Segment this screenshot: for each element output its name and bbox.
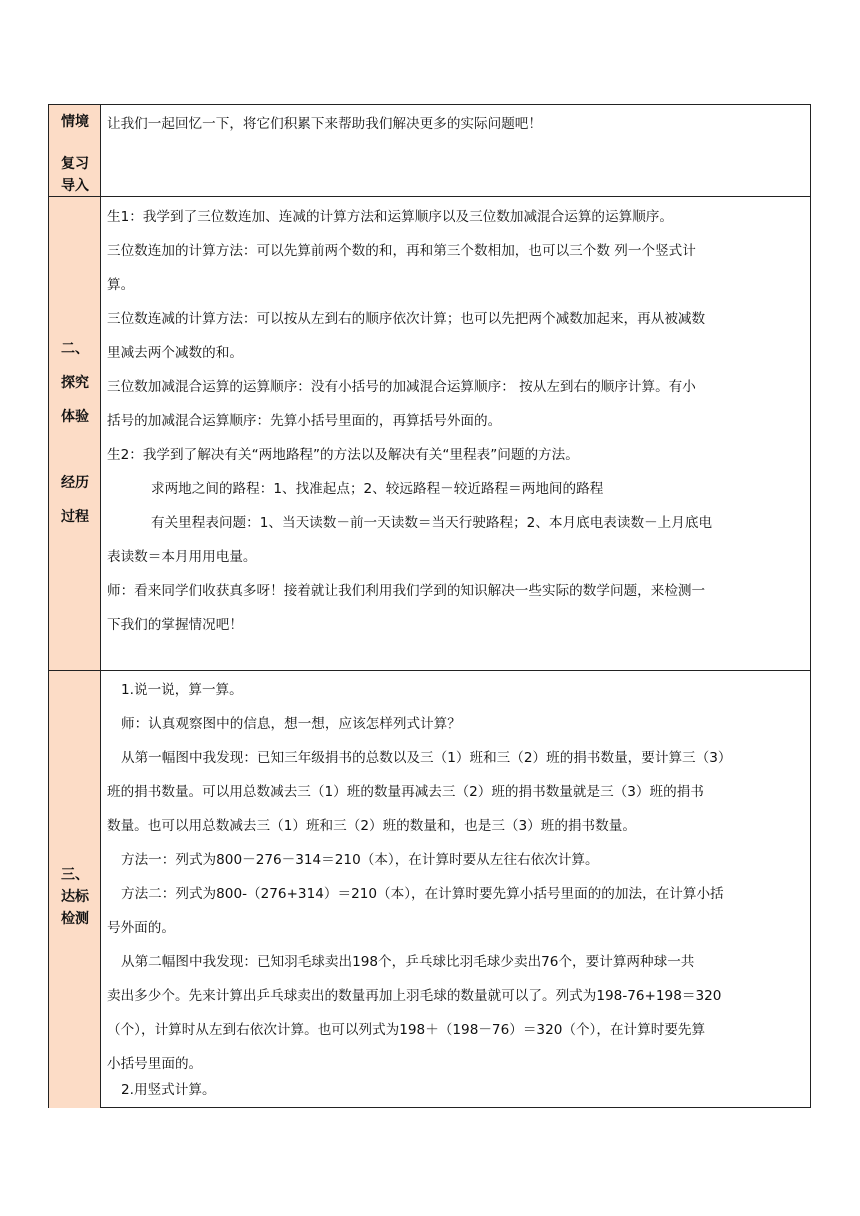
- row-label-line: 情境: [61, 114, 89, 130]
- paragraph: 从第二幅图中我发现：已知羽毛球卖出198个，乒乓球比羽毛球少卖出76个，要计算两种球一共: [121, 954, 695, 970]
- paragraph: 师：看来同学们收获真多呀！接着就让我们利用我们学到的知识解决一些实际的数学问题，来检测一: [107, 583, 706, 599]
- paragraph: 卖出多少个。先来计算出乒乓球卖出的数量再加上羽毛球的数量就可以了。列式为198-76+198＝320: [107, 988, 722, 1004]
- row-label-line: 复习: [61, 156, 89, 172]
- row-label-line: 探究: [61, 375, 89, 391]
- paragraph: 有关里程表问题：1、当天读数－前一天读数＝当天行驶路程；2、本月底电表读数－上月底电: [151, 515, 713, 531]
- lesson-table: [48, 104, 811, 1108]
- paragraph: 号外面的。: [107, 920, 175, 936]
- paragraph: 方法二：列式为800-（276+314）＝210（本），在计算时要先算小括号里面的的加法，在计算小括: [121, 886, 724, 902]
- paragraph: 从第一幅图中我发现：已知三年级捐书的总数以及三（1）班和三（2）班的捐书数量，要计算三（3）: [121, 750, 732, 766]
- paragraph: 三位数连加的计算方法：可以先算前两个数的和，再和第三个数相加，也可以三个数 列一个竖式计: [107, 243, 696, 259]
- table-row-review-intro: [49, 105, 810, 197]
- row-label: [49, 197, 101, 670]
- paragraph: 班的捐书数量。可以用总数减去三（1）班的数量再减去三（2）班的捐书数量就是三（3）班的捐书: [107, 784, 704, 800]
- paragraph: 小括号里面的。: [107, 1056, 203, 1072]
- table-row-explore: [49, 197, 810, 671]
- row-label-line: 经历: [61, 475, 89, 491]
- row-label: [49, 671, 101, 1108]
- table-row-assessment: [49, 671, 810, 1108]
- row-label-line: 导入: [61, 178, 89, 194]
- paragraph: （个），计算时从左到右依次计算。也可以列式为198＋（198－76）＝320（个），在计算时要先算: [107, 1022, 706, 1038]
- row-label-line: 达标: [61, 889, 89, 905]
- row-label-line: 过程: [61, 509, 89, 525]
- paragraph: 括号的加减混合运算顺序：先算小括号里面的，再算括号外面的。: [107, 413, 502, 429]
- paragraph: 让我们一起回忆一下，将它们积累下来帮助我们解决更多的实际问题吧！: [107, 116, 542, 132]
- row-label-line: 检测: [61, 911, 89, 927]
- paragraph: 生1：我学到了三位数连加、连减的计算方法和运算顺序以及三位数加减混合运算的运算顺序。: [107, 209, 673, 225]
- paragraph: 数量。也可以用总数减去三（1）班和三（2）班的数量和，也是三（3）班的捐书数量。: [107, 818, 636, 834]
- paragraph: 2.用竖式计算。: [121, 1082, 216, 1098]
- paragraph: 求两地之间的路程：1、找准起点；2、较远路程－较近路程＝两地间的路程: [151, 481, 604, 497]
- paragraph: 方法一：列式为800－276－314＝210（本），在计算时要从左往右依次计算。: [121, 852, 599, 868]
- paragraph: 里减去两个减数的和。: [107, 345, 243, 361]
- paragraph: 三位数连减的计算方法：可以按从左到右的顺序依次计算；也可以先把两个减数加起来，再从被减数: [107, 311, 706, 327]
- row-label: [49, 105, 101, 196]
- row-label-line: 体验: [61, 409, 89, 425]
- paragraph: 生2：我学到了解决有关“两地路程”的方法以及解决有关“里程表”问题的方法。: [107, 447, 579, 463]
- row-label-line: 三、: [61, 867, 89, 883]
- paragraph: 表读数＝本月用用电量。: [107, 549, 257, 565]
- row-label-line: 二、: [61, 341, 89, 357]
- paragraph: 三位数加减混合运算的运算顺序：没有小括号的加减混合运算顺序： 按从左到右的顺序计算。有小: [107, 379, 696, 395]
- paragraph: 算。: [107, 277, 135, 293]
- paragraph: 下我们的掌握情况吧！: [107, 617, 243, 633]
- paragraph: 师：认真观察图中的信息，想一想，应该怎样列式计算？: [121, 716, 461, 732]
- paragraph: 1.说一说，算一算。: [121, 682, 243, 698]
